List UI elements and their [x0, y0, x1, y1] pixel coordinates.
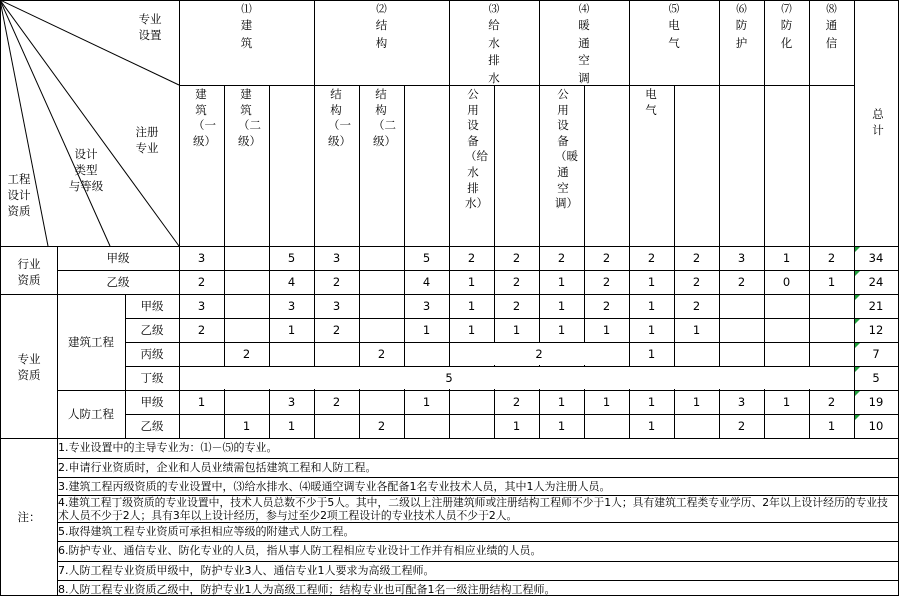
group-name: 防护 — [735, 18, 748, 50]
industry-yi-cell: 24 — [868, 275, 884, 289]
industry-jia-cell: 3 — [737, 251, 746, 265]
cell-comment-marker — [855, 343, 860, 348]
industry-jia-cell: 2 — [467, 251, 476, 265]
subcolumn-arch-2: 建筑（二级） — [238, 87, 261, 148]
note-item: 1.专业设置中的主导专业为：⑴－⑸的专业。 — [58, 441, 278, 454]
civil-yi-cell: 2 — [377, 419, 386, 433]
industry-jia-cell: 2 — [827, 251, 836, 265]
cell-comment-marker — [855, 295, 860, 300]
civil-yi-cell: 10 — [868, 419, 884, 433]
arch-bing-arch-cell: 2 — [242, 347, 251, 361]
arch-ding-all-cell: 5 — [445, 371, 453, 385]
arch-jia-cell: 3 — [422, 299, 431, 313]
industry-jia-cell: 5 — [422, 251, 431, 265]
grade-label-bing: 丙级 — [140, 347, 164, 361]
group-name: 暖通空调 — [578, 18, 590, 85]
civil-jia-cell: 1 — [647, 395, 656, 409]
subcolumn-struct-1: 结构（一级） — [328, 87, 351, 148]
arch-yi-cell: 1 — [467, 323, 476, 337]
arch-yi-cell: 12 — [868, 323, 884, 337]
group-name: 给水排水 — [488, 18, 500, 85]
industry-jia-cell: 2 — [557, 251, 566, 265]
civil-yi-cell: 1 — [647, 419, 656, 433]
arch-bing-elec-cell: 1 — [647, 347, 656, 361]
arch-jia-cell: 3 — [287, 299, 296, 313]
civil-jia-cell: 2 — [512, 395, 521, 409]
arch-jia-cell: 2 — [602, 299, 611, 313]
note-item: 5.取得建筑工程专业资质可承担相应等级的附建式人防工程。 — [58, 525, 355, 538]
civil-jia-cell: 19 — [868, 395, 884, 409]
group-number: ⑵ — [376, 3, 387, 15]
industry-yi-cell: 0 — [782, 275, 791, 289]
note-item: 4.建筑工程丁级资质的专业设置中，技术人员总数不少于5人。其中，二级以上注册建筑师或注册结构工程师不少于1人；具有建筑工程类专业学历、2年以上设计经历的专业技术人员不少于2人；具有3年以上设计经历，参与过至少2项工程设计的专业技术人员不少于2人。 — [58, 496, 888, 522]
industry-jia-cell: 3 — [332, 251, 341, 265]
subcolumn-arch-1: 建筑（一级） — [193, 87, 216, 148]
cell-comment-marker — [855, 247, 860, 252]
note-item: 8.人防工程专业资质乙级中，防护专业1人为高级工程师；结构专业也可配备1名一级注册结构工程师。 — [58, 583, 556, 596]
group-name: 建筑 — [240, 18, 253, 50]
group-name: 防化 — [780, 18, 793, 50]
civil-yi-cell: 2 — [737, 419, 746, 433]
civil-jia-cell: 1 — [197, 395, 206, 409]
arch-jia-cell: 3 — [197, 299, 206, 313]
total-header: 总 计 — [872, 107, 884, 137]
civil-yi-cell: 1 — [512, 419, 521, 433]
grade-label-jia: 甲级 — [140, 395, 164, 409]
industry-jia-cell: 1 — [782, 251, 791, 265]
specialty-setup-label: 专业 设置 — [138, 12, 162, 42]
arch-jia-cell: 21 — [868, 299, 884, 313]
industry-yi-label: 乙级 — [106, 275, 130, 289]
note-item: 7.人防工程专业资质甲级中，防护专业3人、通信专业1人要求为高级工程师。 — [58, 564, 435, 577]
arch-yi-cell: 1 — [512, 323, 521, 337]
arch-yi-cell: 1 — [647, 323, 656, 337]
note-item: 2.申请行业资质时，企业和人员业绩需包括建筑工程和人防工程。 — [58, 461, 377, 474]
arch-jia-cell: 2 — [512, 299, 521, 313]
group-name: 通信 — [825, 18, 838, 50]
civil-jia-cell: 1 — [692, 395, 701, 409]
industry-yi-cell: 2 — [332, 275, 341, 289]
industry-jia-cell: 3 — [197, 251, 206, 265]
industry-yi-cell: 2 — [692, 275, 701, 289]
group-name: 电气 — [668, 18, 680, 50]
civil-jia-cell: 1 — [557, 395, 566, 409]
industry-yi-cell: 4 — [287, 275, 296, 289]
industry-jia-cell: 2 — [602, 251, 611, 265]
arch-yi-cell: 1 — [287, 323, 296, 337]
civil-defense-engineering-label: 人防工程 — [68, 407, 114, 421]
civil-jia-cell: 2 — [827, 395, 836, 409]
civil-jia-cell: 3 — [287, 395, 296, 409]
group-number: ⑴ — [241, 3, 252, 15]
group-number: ⑺ — [781, 3, 792, 15]
arch-yi-cell: 1 — [557, 323, 566, 337]
industry-yi-cell: 2 — [197, 275, 206, 289]
group-number: ⑹ — [736, 3, 747, 15]
group-number: ⑻ — [826, 3, 837, 15]
grade-label-yi: 乙级 — [140, 419, 164, 433]
civil-jia-cell: 1 — [602, 395, 611, 409]
subcolumn-elec: 电气 — [645, 87, 657, 117]
industry-yi-cell: 2 — [737, 275, 746, 289]
industry-jia-cell: 2 — [692, 251, 701, 265]
civil-jia-cell: 1 — [782, 395, 791, 409]
civil-yi-cell: 1 — [557, 419, 566, 433]
industry-jia-cell: 34 — [868, 251, 884, 265]
arch-yi-cell: 1 — [602, 323, 611, 337]
group-number: ⑷ — [578, 3, 590, 15]
subcolumn-struct-2: 结构（二级） — [373, 87, 396, 148]
industry-qualification-label: 行业 资质 — [17, 257, 41, 287]
industry-yi-cell: 2 — [602, 275, 611, 289]
industry-yi-cell: 1 — [827, 275, 836, 289]
arch-yi-cell: 1 — [422, 323, 431, 337]
arch-yi-cell: 1 — [692, 323, 701, 337]
subcolumn-water: 公用设备（给水排水） — [465, 87, 488, 211]
cell-comment-marker — [855, 391, 860, 396]
industry-yi-cell: 2 — [512, 275, 521, 289]
grade-label-ding: 丁级 — [140, 371, 164, 385]
arch-jia-cell: 1 — [467, 299, 476, 313]
arch-jia-cell: 1 — [557, 299, 566, 313]
industry-yi-cell: 1 — [647, 275, 656, 289]
cell-comment-marker — [855, 319, 860, 324]
civil-yi-cell: 1 — [287, 419, 296, 433]
arch-bing-mep-cell: 2 — [535, 347, 543, 361]
note-item: 6.防护专业、通信专业、防化专业的人员，指从事人防工程相应专业设计工作并有相应业绩的人员。 — [58, 544, 542, 557]
industry-yi-cell: 1 — [557, 275, 566, 289]
design-type-grade-label: 设计 类型 与等级 — [68, 147, 104, 193]
civil-jia-cell: 2 — [332, 395, 341, 409]
cell-comment-marker — [855, 367, 860, 372]
arch-yi-cell: 2 — [332, 323, 341, 337]
building-engineering-label: 建筑工程 — [68, 335, 114, 349]
arch-yi-cell: 2 — [197, 323, 206, 337]
arch-jia-cell: 2 — [692, 299, 701, 313]
industry-jia-cell: 2 — [647, 251, 656, 265]
professional-qualification-label: 专业 资质 — [17, 352, 41, 382]
arch-jia-cell: 3 — [332, 299, 341, 313]
group-name: 结构 — [375, 18, 388, 50]
arch-bing-struct-cell: 2 — [377, 347, 386, 361]
civil-jia-cell: 3 — [737, 395, 746, 409]
notes-label: 注： — [17, 510, 41, 524]
group-number: ⑶ — [488, 3, 500, 15]
note-item: 3.建筑工程丙级资质的专业设置中，⑶给水排水、⑷暖通空调专业各配备1名专业技术人员，其中1人为注册人员。 — [58, 480, 611, 493]
arch-jia-cell: 1 — [647, 299, 656, 313]
civil-yi-cell: 1 — [827, 419, 836, 433]
industry-jia-label: 甲级 — [106, 251, 130, 265]
qualification-label: 工程 设计 资质 — [7, 172, 31, 218]
arch-ding-total-cell: 5 — [872, 371, 880, 385]
civil-yi-cell: 1 — [242, 419, 251, 433]
industry-yi-cell: 1 — [467, 275, 476, 289]
cell-comment-marker — [855, 415, 860, 420]
grade-label-jia: 甲级 — [140, 299, 164, 313]
grade-label-yi: 乙级 — [140, 323, 164, 337]
industry-yi-cell: 4 — [422, 275, 431, 289]
group-number: ⑸ — [668, 3, 680, 15]
civil-jia-cell: 1 — [422, 395, 431, 409]
registered-specialty-label: 注册 专业 — [135, 125, 159, 155]
subcolumn-hvac: 公用设备（暖通空调） — [555, 87, 578, 211]
industry-jia-cell: 2 — [512, 251, 521, 265]
cell-comment-marker — [855, 271, 860, 276]
arch-bing-total-cell: 7 — [872, 347, 880, 361]
industry-jia-cell: 5 — [287, 251, 296, 265]
